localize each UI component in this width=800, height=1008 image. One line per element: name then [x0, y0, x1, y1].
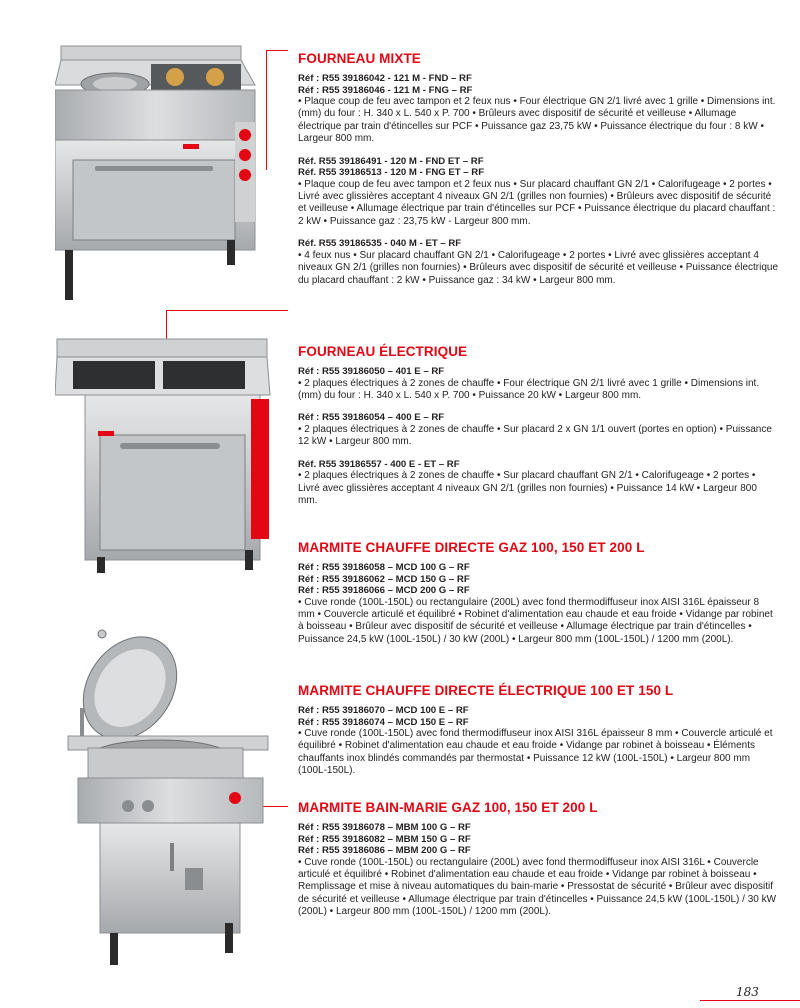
product-description: • 2 plaques électriques à 2 zones de chauffe • Sur placard 2 x GN 1/1 ouvert (portes en option) • Puissance 12 kW • Largeur 800 mm.	[298, 423, 772, 448]
page-number: 183	[736, 985, 759, 999]
section-title: FOURNEAU MIXTE	[298, 51, 421, 66]
product-description: • Plaque coup de feu avec tampon et 2 feux nus • Sur placard chauffant GN 2/1 • Calorifugeage • 2 portes • Livré avec glissières acceptant 4 niveaux GN 2/1 (grilles non fournies) • Brûleurs avec dispositif de sécurité et veilleuse • Allumage électrique par train d'étincelles sur PCF • Puissance électrique du placard chauffant : 2 kW • Puissance gaz : 23,75 kW - Largeur 800 mm.	[298, 178, 776, 227]
section-title: MARMITE CHAUFFE DIRECTE ÉLECTRIQUE 100 ET 150 L	[298, 683, 674, 698]
product-ref: Réf : R55 39186054 – 400 E – RF	[298, 412, 445, 424]
section-title: FOURNEAU ÉLECTRIQUE	[298, 344, 468, 359]
product-description: • Cuve ronde (100L-150L) ou rectangulaire (200L) avec fond thermodiffuseur inox AISI 316L • Couvercle articulé et équilibré • Robinet d'alimentation eau chaude et eau froide • Vidange par robinet à boisseau • Remplissage et mise à niveau automatiques du bain-marie • Pressostat de sécurité • Brûleur avec dispositif de sécurité et veilleuse • Allumage électrique par train d'étincelles • Puissance 24,5 kW (100L-150L) / 30 kW (200L) • Largeur 800 mm (100L-150L) / 1200 mm (200L).	[298, 856, 777, 918]
product-ref: Réf. R55 39186535 - 040 M - ET – RF	[298, 238, 462, 250]
product-ref: Réf : R55 39186066 – MCD 200 G – RF	[298, 585, 470, 596]
product-ref: Réf : R55 39186062 – MCD 150 G – RF	[298, 573, 470, 585]
product-block	[298, 459, 778, 508]
product-block	[298, 562, 778, 646]
product-ref: Réf : R55 39186074 – MCD 150 E – RF	[298, 716, 469, 728]
section-marmite-gaz	[298, 540, 778, 656]
product-block	[298, 705, 778, 778]
connector-line	[166, 310, 288, 311]
product-ref: Réf : R55 39186086 – MBM 200 G – RF	[298, 845, 471, 856]
product-description: • 4 feux nus • Sur placard chauffant GN 2/1 • Calorifugeage • 2 portes • Livré avec glissières acceptant 4 niveaux GN 2/1 (grilles non fournies) • Brûleurs avec dispositif de sécurité et veilleuse • Puissance électrique du placard chauffant : 2 kW • Puissance gaz : 34 kW • Largeur 800 mm.	[298, 249, 779, 286]
page-corner-line	[700, 1000, 800, 1001]
product-description: • 2 plaques électriques à 2 zones de chauffe • Four électrique GN 2/1 livré avec 1 grille • Dimensions int. (mm) du four : H. 340 x L. 540 x P. 700 • Puissance 20 kW • Largeur 800 mm.	[298, 377, 760, 401]
product-block	[298, 412, 778, 448]
section-fourneau-mixte	[298, 51, 778, 297]
product-ref: Réf : R55 39186082 – MBM 150 G – RF	[298, 833, 471, 845]
product-block	[298, 822, 778, 919]
product-description: • Cuve ronde (100L-150L) avec fond thermodiffuseur inox AISI 316L épaisseur 8 mm • Couvercle articulé et équilibré • Robinet d'alimentation eau chaude et eau froide • Vidange par robinet à boisseau • Éléments chauffants inox blindés commandés par thermostat • Puissance 12 kW (100L-150L) • Largeur 800 mm (100L-150L).	[298, 728, 773, 777]
product-ref: Réf. R55 39186491 - 120 M - FND ET – RF	[298, 155, 484, 167]
boiling-pan-image	[60, 628, 275, 973]
product-block	[298, 156, 778, 229]
mixed-range-image	[55, 40, 270, 305]
product-ref: Réf. R55 39186557 - 400 E - ET – RF	[298, 458, 460, 470]
product-ref: Réf : R55 39186078 – MBM 100 G – RF	[298, 822, 471, 833]
product-block	[298, 238, 778, 287]
product-ref: Réf : R55 39186058 – MCD 100 G – RF	[298, 562, 470, 573]
product-ref: Réf : R55 39186070 – MCD 100 E – RF	[298, 705, 469, 716]
section-fourneau-electrique	[298, 344, 778, 517]
section-title: MARMITE CHAUFFE DIRECTE GAZ 100, 150 ET 200 L	[298, 540, 645, 555]
product-description: • Plaque coup de feu avec tampon et 2 feux nus • Four électrique GN 2/1 livré avec 1 grille • Dimensions int. (mm) du four : H. 340 x L. 540 x P. 700 • Brûleurs avec dispositif de sécurité et veilleuse • Allumage électrique par train d'étincelles sur PCF • Puissance gaz 23,75 kW • Puissance électrique du four : 8 kW • Largeur 800 mm.	[298, 96, 776, 145]
product-ref: Réf : R55 39186050 – 401 E – RF	[298, 366, 445, 377]
product-ref: Réf : R55 39186046 - 121 M - FNG – RF	[298, 84, 473, 96]
section-title: MARMITE BAIN-MARIE GAZ 100, 150 ET 200 L	[298, 800, 598, 815]
section-marmite-bain-marie	[298, 800, 778, 929]
product-ref: Réf. R55 39186513 - 120 M - FNG ET – RF	[298, 167, 485, 179]
product-description: • Cuve ronde (100L-150L) ou rectangulaire (200L) avec fond thermodiffuseur inox AISI 316L épaisseur 8 mm • Couvercle articulé et équilibré • Robinet d'alimentation eau chaude et eau froide • Vidange par robinet à boisseau • Brûleur avec dispositif de sécurité et veilleuse • Allumage électrique par train d'étincelles • Puissance 24,5 kW (100L-150L) / 30 kW (200L) • Largeur 800 mm (100L-150L) / 1200 mm (200L).	[298, 596, 773, 645]
product-block	[298, 73, 778, 146]
electric-range-image	[55, 335, 280, 575]
product-block	[298, 366, 778, 402]
product-description: • 2 plaques électriques à 2 zones de chauffe • Sur placard chauffant GN 2/1 • Calorifugeage • 2 portes • Livré avec glissières acceptant 4 niveaux GN 2/1 (grilles non fournies) • Puissance 14 kW • Largeur 800 mm.	[298, 470, 757, 506]
section-marmite-electrique	[298, 683, 778, 788]
product-ref: Réf : R55 39186042 - 121 M - FND – RF	[298, 73, 472, 84]
